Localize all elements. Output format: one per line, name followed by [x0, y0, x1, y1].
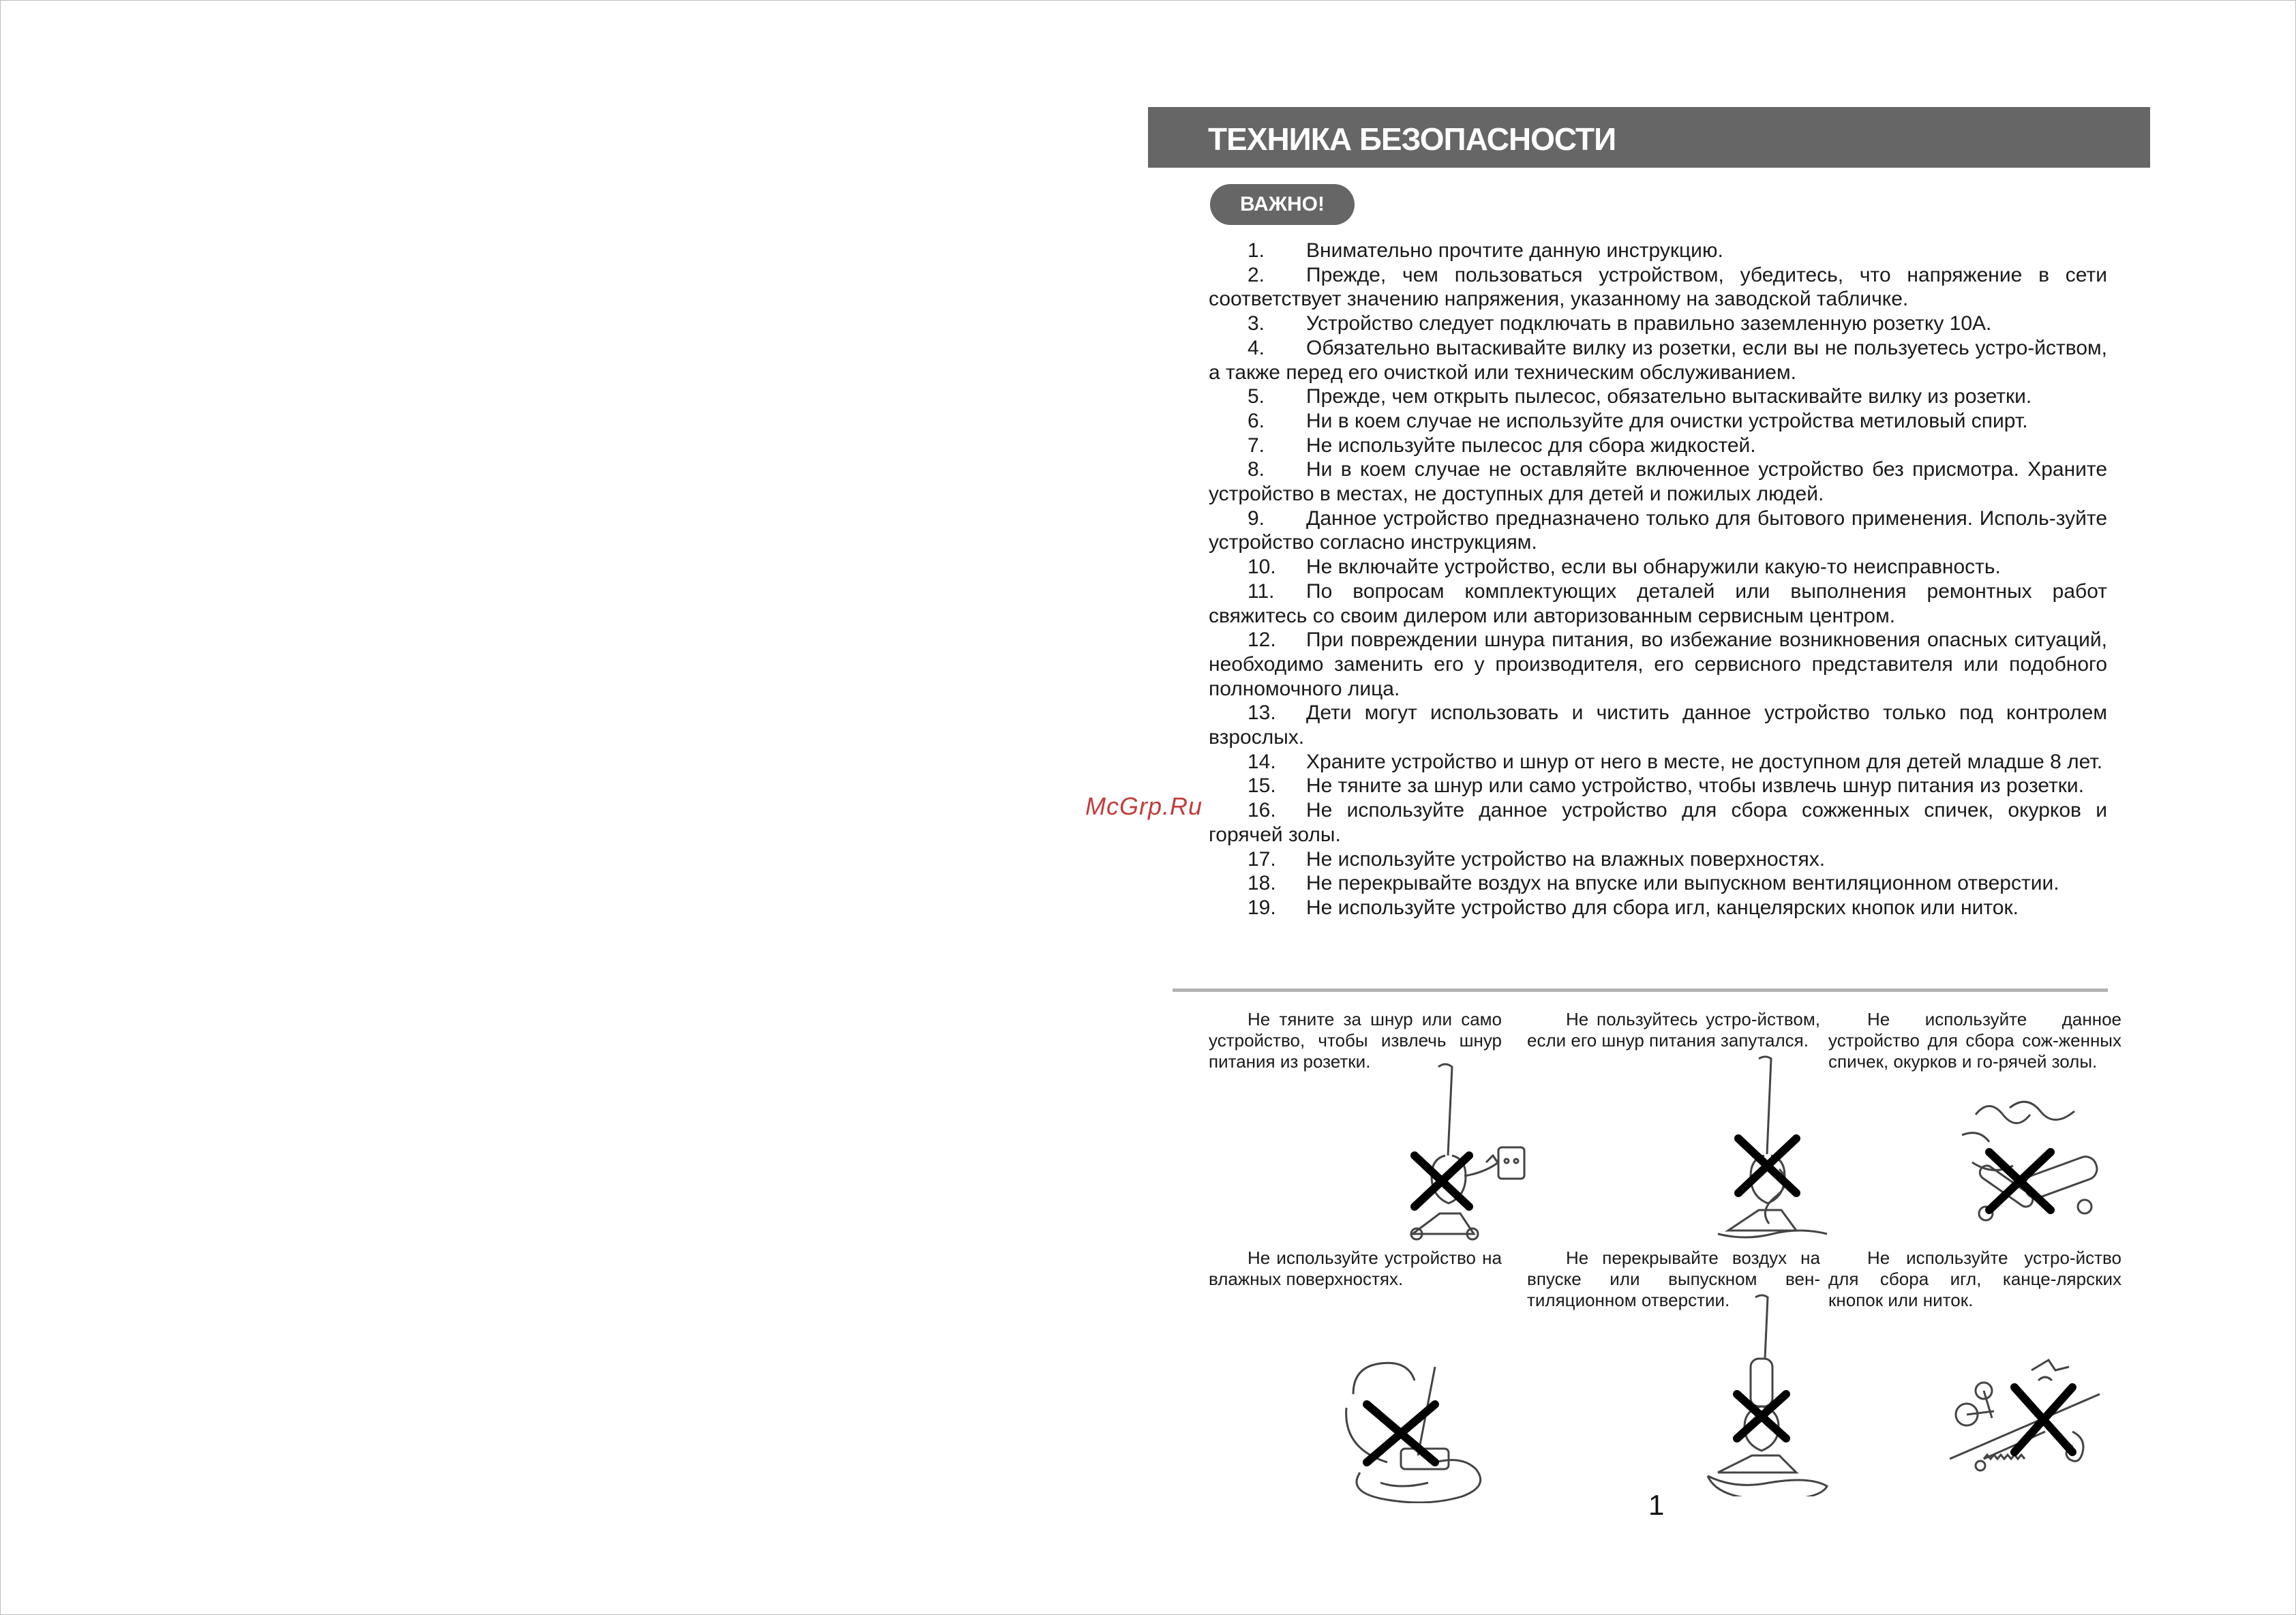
rule-item: 12. При повреждении шнура питания, во избежание возникновения опасных ситуаций, необходимо заменить его у производителя, его сервисного представителя или подобного полномочного лица.	[1209, 629, 2107, 700]
rule-item: 6. Ни в коем случае не используйте для очистки устройства метиловый спирт.	[1248, 409, 2028, 432]
section-header	[1148, 107, 2150, 168]
rule-item: 1. Внимательно прочтите данную инструкцию.	[1248, 239, 1723, 262]
rule-item: 4. Обязательно вытаскивайте вилку из розетки, если вы не пользуетесь устро-йством, а также перед его очисткой или техническим обслуживанием.	[1209, 336, 2107, 384]
rule-item: 10. Не включайте устройство, если вы обнаружили какую-то неисправность.	[1248, 556, 2001, 579]
rule-item: 8. Ни в коем случае не оставляйте включенное устройство без присмотра. Храните устройство в местах, не доступных для детей и пожилых людей.	[1209, 458, 2107, 506]
rule-item: 17. Не используйте устройство на влажных поверхностях.	[1248, 847, 1826, 871]
rule-item: 14. Храните устройство и шнур от него в месте, не доступном для детей младше 8 лет.	[1248, 750, 2103, 773]
matches-cigarettes-icon	[1948, 1094, 2112, 1231]
rule-item: 3. Устройство следует подключать в правильно заземленную розетку 10А.	[1248, 312, 1992, 335]
wet-surface-icon	[1333, 1353, 1510, 1503]
site-watermark[interactable]: McGrp.Ru	[1085, 792, 1203, 820]
warning-caption-3: Не используйте данное устройство для сбора сож-женных спичек, окурков и го-рячей золы.	[1828, 1009, 2121, 1072]
rule-item: 18. Не перекрывайте воздух на впуске или выпускном вентиляционном отверстии.	[1248, 872, 2059, 895]
rule-item: 11. По вопросам комплектующих деталей или выполнения ремонтных работ свяжитесь со своим дилером или авторизованным сервисным центром.	[1209, 579, 2107, 627]
safety-rules-list	[1209, 239, 2107, 920]
warning-caption-1: Не тяните за шнур или само устройство, чтобы извлечь шнур питания из розетки.	[1209, 1009, 1502, 1072]
rule-item: 16. Не используйте данное устройство для сбора сожженных спичек, окурков и горячей золы.	[1209, 799, 2107, 846]
rule-item: 9. Данное устройство предназначено только для бытового применения. Исполь-зуйте устройство согласно инструкциям.	[1209, 507, 2107, 554]
rule-item: 2. Прежде, чем пользоваться устройством, убедитесь, что напряжение в сети соответствует значению напряжения, указанному на заводской табличке.	[1209, 263, 2107, 311]
rule-item: 7. Не используйте пылесос для сбора жидкостей.	[1248, 434, 1756, 457]
section-divider	[1173, 988, 2108, 992]
section-title: ТЕХНИКА БЕЗОПАСНОСТИ	[1208, 121, 1616, 157]
rule-item: 13. Дети могут использовать и чистить данное устройство только под контролем взрослых.	[1209, 701, 2107, 749]
rule-item: 19. Не используйте устройство для сбора игл, канцелярских кнопок или ниток.	[1248, 896, 2019, 919]
vacuum-blocked-vent-icon	[1697, 1292, 1834, 1496]
page-number: 1	[1648, 1489, 1665, 1521]
important-badge: ВАЖНО!	[1210, 184, 1355, 225]
rule-item: 15. Не тяните за шнур или само устройство, чтобы извлечь шнур питания из розетки.	[1248, 774, 2085, 798]
warning-caption-2: Не пользуйтесь устро-йством, если его шнур питания запутался.	[1527, 1009, 1820, 1051]
warning-caption-6: Не используйте устро-йство для сбора игл, канце-лярских кнопок или ниток.	[1828, 1248, 2121, 1310]
warning-caption-4: Не используйте устройство на влажных поверхностях.	[1209, 1248, 1502, 1289]
vacuum-tangled-cord-icon	[1704, 1053, 1841, 1244]
pins-needles-icon	[1943, 1357, 2113, 1493]
vacuum-plug-icon	[1377, 1060, 1541, 1244]
warning-caption-5: Не перекрывайте воздух на впуске или выпускном вен-тиляционном отверстии.	[1527, 1248, 1820, 1310]
rule-item: 5. Прежде, чем открыть пылесос, обязательно вытаскивайте вилку из розетки.	[1248, 385, 2032, 408]
